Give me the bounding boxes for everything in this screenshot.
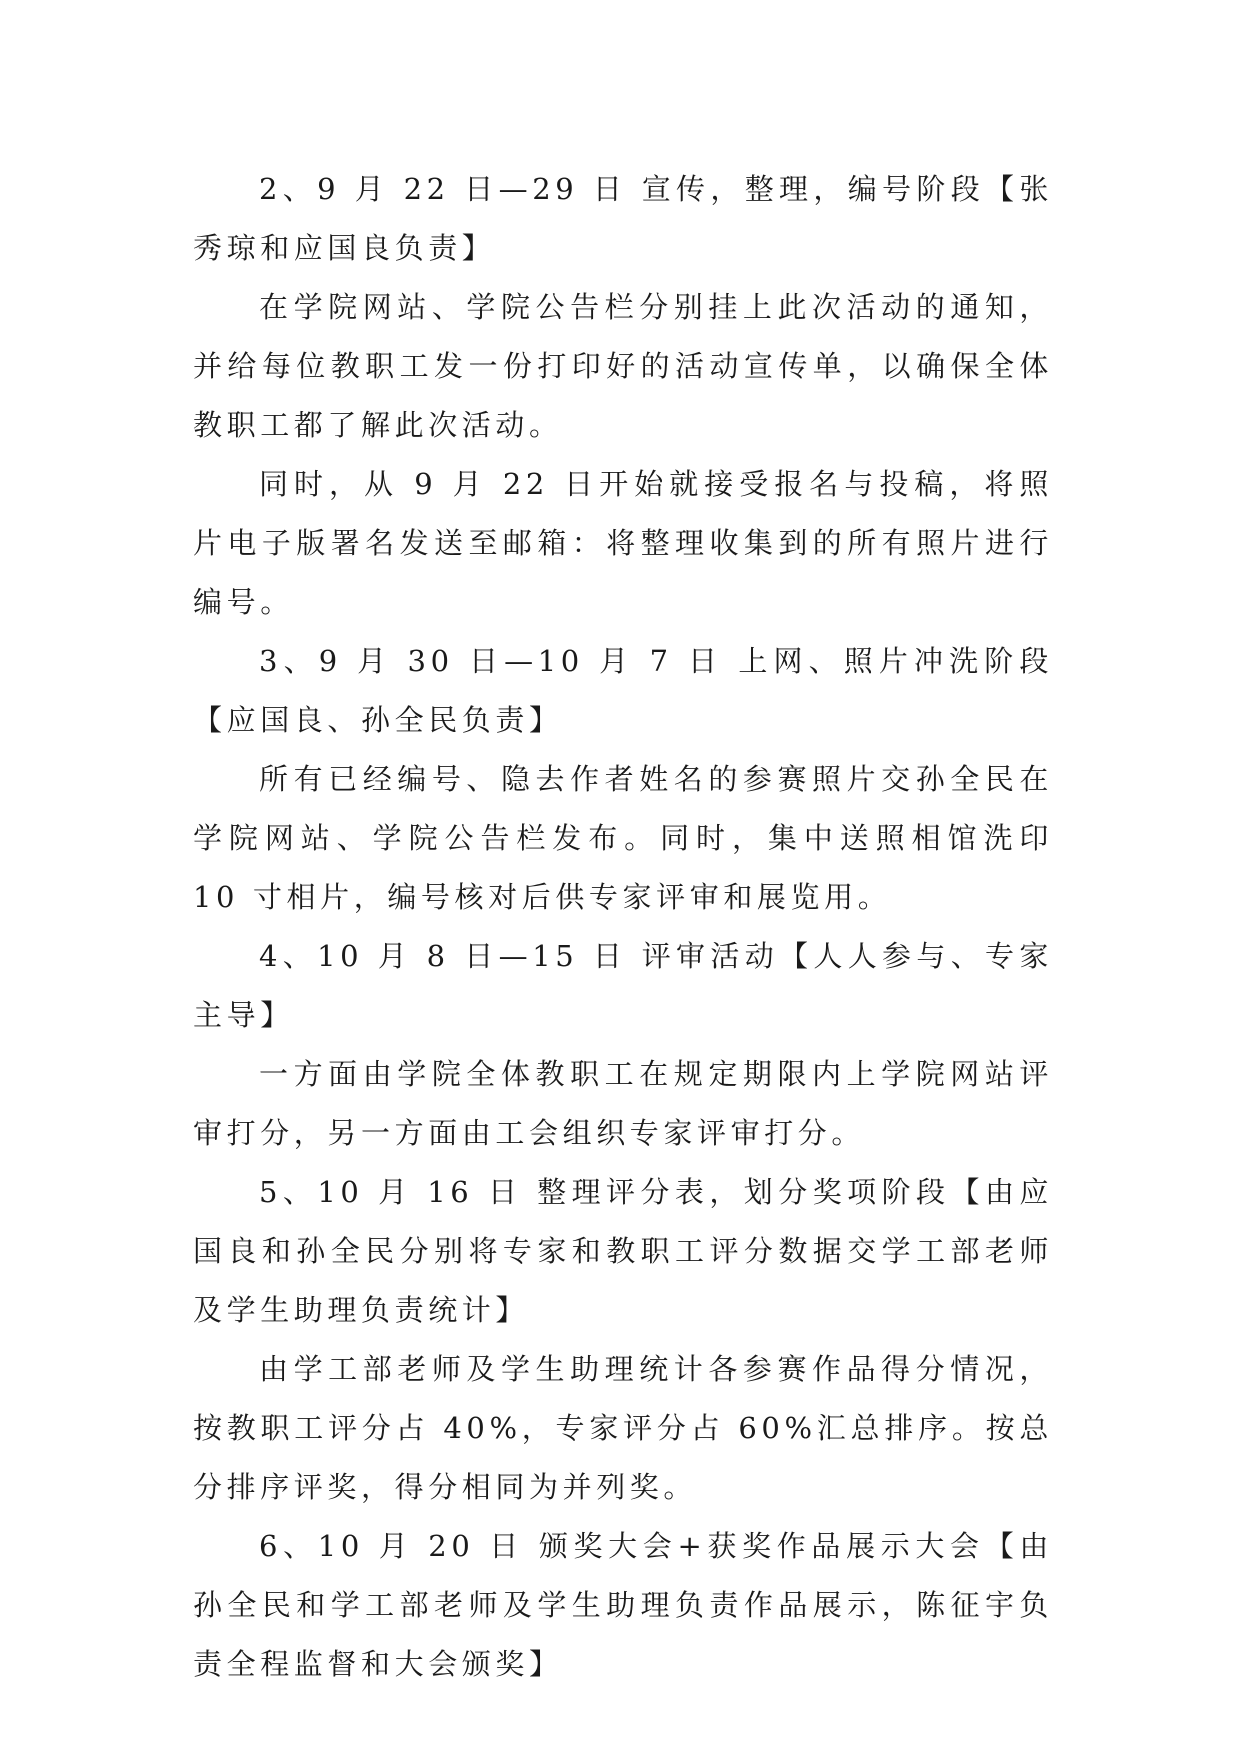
paragraph-stage-3-heading: 3、9 月 30 日—10 月 7 日 上网、照片冲洗阶段 【应国良、孙全民负责】 [193, 644, 1053, 737]
paragraph-stage-3-detail: 所有已经编号、隐去作者姓名的参赛照片交孙全民在学院网站、学院公告栏发布。同时，集中送照相馆洗印 10 寸相片，编号核对后供专家评审和展览用。 [193, 762, 1053, 914]
paragraph-stage-4-heading: 4、10 月 8 日—15 日 评审活动【人人参与、专家主导】 [193, 939, 1053, 1032]
document-body [193, 160, 1053, 1694]
paragraph-stage-4-detail: 一方面由学院全体教职工在规定期限内上学院网站评审打分，另一方面由工会组织专家评审打分。 [193, 1057, 1053, 1150]
paragraph-stage-6-heading: 6、10 月 20 日 颁奖大会+获奖作品展示大会【由孙全民和学工部老师及学生助理负责作品展示，陈征宇负责全程监督和大会颁奖】 [193, 1529, 1053, 1681]
paragraph-stage-2-heading: 2、9 月 22 日—29 日 宣传，整理，编号阶段【张秀琼和应国良负责】 [193, 172, 1053, 265]
paragraph-stage-2-notice: 在学院网站、学院公告栏分别挂上此次活动的通知，并给每位教职工发一份打印好的活动宣传单，以确保全体教职工都了解此次活动。 [193, 290, 1053, 442]
paragraph-stage-5-detail: 由学工部老师及学生助理统计各参赛作品得分情况，按教职工评分占 40%，专家评分占 60%汇总排序。按总分排序评奖，得分相同为并列奖。 [193, 1352, 1053, 1504]
paragraph-stage-5-heading: 5、10 月 16 日 整理评分表，划分奖项阶段【由应国良和孙全民分别将专家和教职工评分数据交学工部老师及学生助理负责统计】 [193, 1175, 1053, 1327]
paragraph-stage-2-submission: 同时，从 9 月 22 日开始就接受报名与投稿，将照片电子版署名发送至邮箱：将整理收集到的所有照片进行编号。 [193, 467, 1053, 619]
